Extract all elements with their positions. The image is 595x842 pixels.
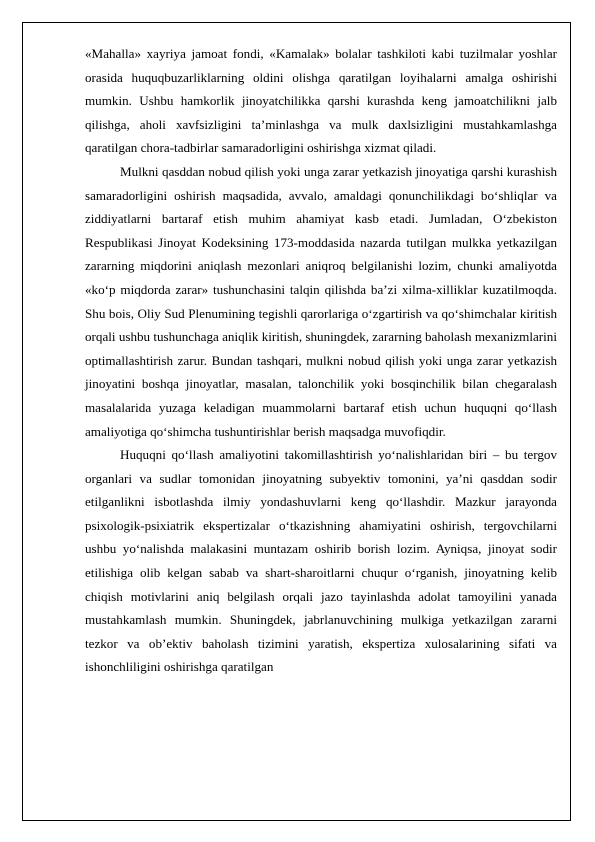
paragraph-1: «Mahalla» xayriya jamoat fondi, «Kamalak» bolalar tashkiloti kabi tuzilmalar yoshlar orasida huquqbuzarliklarning oldini olishga qaratilgan loyihalarni amalga oshirishi mumkin. Ushbu hamkorlik jinoyatchilikka qarshi kurashda keng jamoatchilikni jalb qilishga, aholi xavfsizligini ta’minlashga va mulk daxlsizligini mustahkamlashga qaratilgan chora-tadbirlar samaradorligini oshirishga xizmat qiladi. bbox=[85, 46, 557, 156]
paragraph-2: Mulkni qasddan nobud qilish yoki unga zarar yetkazish jinoyatiga qarshi kurashish samaradorligini oshirish maqsadida, avvalo, amaldagi qonunchilikdagi bo‘shliqlar va ziddiyatlarni bartaraf etish muhim ahamiyat kasb etadi. Jumladan, O‘zbekiston Respublikasi Jinoyat Kodeksining 173-moddasida nazarda tutilgan mulkka yetkazilgan zararning miqdorini aniqlash mezonlari aniqroq belgilanishi lozim, chunki amaliyotda «ko‘p miqdorda zarar» tushunchasini talqin qilishda ba’zi xilma-xilliklar kuzatilmoqda. Shu bois, Oliy Sud Plenumining tegishli qarorlariga o‘zgartirish va qo‘shimchalar kiritish orqali ushbu tushunchaga aniqlik kiritish, shuningdek, zararning baholash mexanizmlarini optimallashtirish zarur. Bundan tashqari, mulkni nobud qilish yoki unga zarar yetkazish jinoyatini boshqa jinoyatlar, masalan, talonchilik yoki bosqinchilik bilan chegaralash masalalarida yuzaga keladigan muammolarni bartaraf etish uchun huquqni qo‘llash amaliyotiga qo‘shimcha tushuntirishlar berish maqsadga muvofiqdir. bbox=[85, 163, 557, 439]
paragraph-3: Huquqni qo‘llash amaliyotini takomillashtirish yo‘nalishlaridan biri – bu tergov organlari va sudlar tomonidan jinoyatning subyektiv tomonini, ya’ni qasddan sodir etilganlikni isbotlashda ilmiy yondashuvlarni keng qo‘llashdir. Mazkur jarayonda psixologik-psixiatrik ekspertizalar o‘tkazishning ahamiyatini oshirish, tergovchilarni ushbu yo‘nalishda malakasini muntazam oshirib borish lozim. Ayniqsa, jinoyat sodir etilishiga olib kelgan sabab va shart-sharoitlarni chuqur o‘rganish, jinoyatning kelib chiqish motivlarini aniq belgilash orqali jazo tayinlashda adolat tamoyilini yanada mustahkamlash mumkin. Shuningdek, jabrlanuvchining mulkiga yetkazilgan zararni tezkor va ob’ektiv baholash tizimini yaratish, ekspertiza xulosalarining sifati va ishonchliligini oshirishga qaratilgan bbox=[85, 447, 557, 675]
document-body bbox=[85, 42, 557, 679]
